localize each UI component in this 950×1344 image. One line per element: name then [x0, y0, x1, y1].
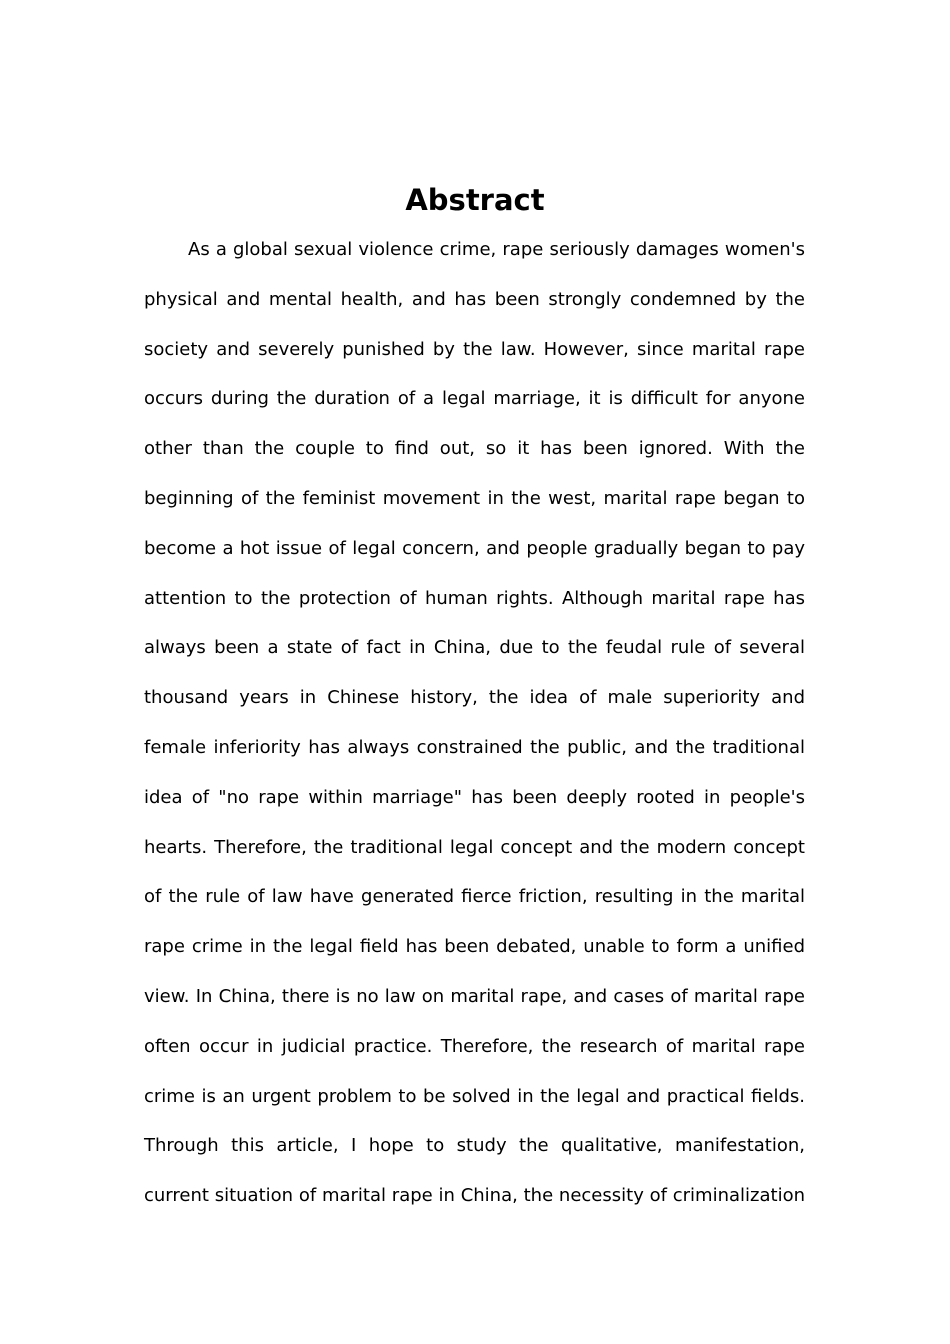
abstract-body — [144, 225, 805, 1221]
abstract-line: of the rule of law have generated fierce friction, resulting in the marital — [144, 886, 805, 908]
abstract-line: often occur in judicial practice. Therefore, the research of marital rape — [144, 1035, 805, 1057]
abstract-line: society and severely punished by the law. However, since marital rape — [144, 338, 805, 360]
abstract-line: thousand years in Chinese history, the idea of male superiority and — [144, 687, 805, 709]
abstract-line: physical and mental health, and has been strongly condemned by the — [144, 288, 805, 310]
abstract-line: other than the couple to find out, so it has been ignored. With the — [144, 438, 805, 460]
abstract-line: rape crime in the legal field has been debated, unable to form a unified — [144, 936, 805, 958]
abstract-line: attention to the protection of human rights. Although marital rape has — [144, 587, 805, 609]
abstract-line: idea of "no rape within marriage" has been deeply rooted in people's — [144, 786, 805, 808]
abstract-line: occurs during the duration of a legal marriage, it is difficult for anyone — [144, 388, 805, 410]
abstract-line: become a hot issue of legal concern, and people gradually began to pay — [144, 537, 805, 559]
abstract-line: view. In China, there is no law on marital rape, and cases of marital rape — [144, 985, 805, 1007]
abstract-title: Abstract — [405, 183, 545, 217]
abstract-line: beginning of the feminist movement in the west, marital rape began to — [144, 487, 805, 509]
abstract-line: crime is an urgent problem to be solved in the legal and practical fields. — [144, 1085, 805, 1107]
abstract-line: always been a state of fact in China, due to the feudal rule of several — [144, 637, 805, 659]
abstract-line: current situation of marital rape in China, the necessity of criminalization — [144, 1185, 805, 1207]
abstract-line: Through this article, I hope to study the qualitative, manifestation, — [144, 1135, 805, 1157]
abstract-line: As a global sexual violence crime, rape seriously damages women's — [188, 239, 805, 260]
abstract-line: female inferiority has always constrained the public, and the traditional — [144, 736, 805, 758]
abstract-line: hearts. Therefore, the traditional legal concept and the modern concept — [144, 836, 805, 858]
